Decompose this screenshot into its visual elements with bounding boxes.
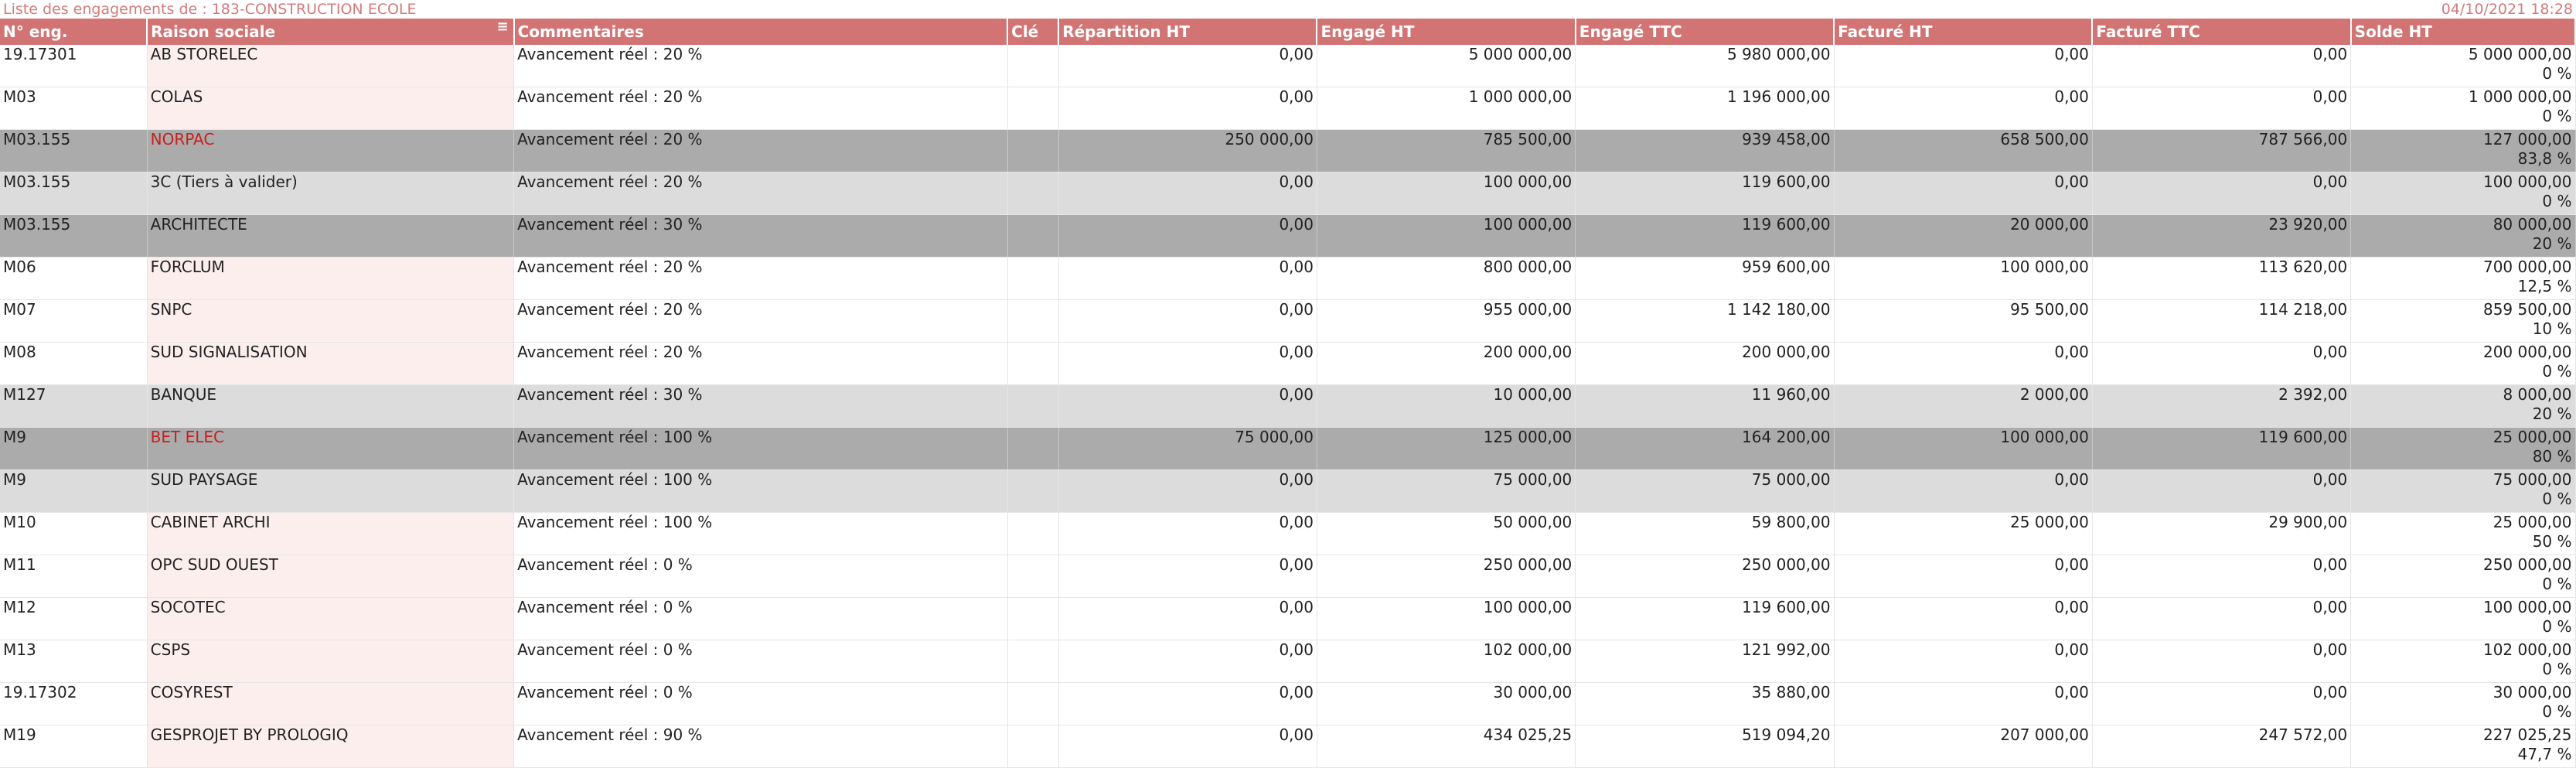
cell-key — [1007, 45, 1058, 87]
cell-fact-ht: 25 000,00 — [1834, 513, 2092, 555]
cell-eng-ht: 1 000 000,00 — [1317, 87, 1575, 130]
solde-value: 30 000,00 — [2493, 683, 2572, 701]
cell-solde — [2351, 215, 2575, 258]
solde-value: 227 025,25 — [2482, 725, 2572, 744]
cell-comment: Avancement réel : 20 % — [514, 130, 1008, 172]
cell-key — [1007, 130, 1058, 172]
col-header-num[interactable]: N° eng. — [0, 19, 147, 45]
solde-percent: 0 % — [2542, 362, 2572, 381]
table-row[interactable] — [0, 45, 2575, 87]
cell-comment: Avancement réel : 0 % — [514, 683, 1008, 725]
cell-key — [1007, 300, 1058, 343]
col-header-name-label: Raison sociale — [151, 22, 276, 41]
cell-eng-ttc: 119 600,00 — [1576, 215, 1834, 258]
cell-fact-ttc: 0,00 — [2092, 640, 2350, 683]
solde-percent: 50 % — [2532, 532, 2572, 551]
solde-value: 102 000,00 — [2482, 640, 2572, 659]
cell-eng-ht: 125 000,00 — [1317, 428, 1575, 470]
cell-eng-ht: 75 000,00 — [1317, 470, 1575, 513]
cell-fact-ht: 2 000,00 — [1834, 385, 2092, 428]
cell-repart: 0,00 — [1058, 258, 1317, 300]
col-header-fact-ht[interactable]: Facturé HT — [1834, 19, 2092, 45]
solde-percent: 0 % — [2542, 660, 2572, 678]
cell-comment: Avancement réel : 0 % — [514, 555, 1008, 598]
cell-num: 19.17302 — [0, 683, 147, 725]
solde-value: 700 000,00 — [2482, 258, 2572, 276]
cell-eng-ht: 10 000,00 — [1317, 385, 1575, 428]
cell-name: OPC SUD OUEST — [147, 555, 513, 598]
cell-eng-ht: 50 000,00 — [1317, 513, 1575, 555]
solde-value: 1 000 000,00 — [2468, 87, 2572, 106]
cell-comment: Avancement réel : 20 % — [514, 87, 1008, 130]
cell-num: M12 — [0, 598, 147, 640]
cell-solde — [2351, 470, 2575, 513]
cell-fact-ttc: 0,00 — [2092, 598, 2350, 640]
cell-solde — [2351, 258, 2575, 300]
cell-solde — [2351, 640, 2575, 683]
cell-repart: 75 000,00 — [1058, 428, 1317, 470]
cell-solde — [2351, 45, 2575, 87]
solde-value: 75 000,00 — [2493, 470, 2572, 489]
cell-fact-ht: 100 000,00 — [1834, 258, 2092, 300]
cell-comment: Avancement réel : 20 % — [514, 300, 1008, 343]
solde-percent: 83,8 % — [2517, 149, 2572, 168]
solde-percent: 80 % — [2532, 447, 2572, 466]
solde-value: 8 000,00 — [2503, 385, 2572, 404]
col-header-eng-ttc[interactable]: Engagé TTC — [1576, 19, 1834, 45]
cell-name: SNPC — [147, 300, 513, 343]
cell-key — [1007, 598, 1058, 640]
cell-key — [1007, 683, 1058, 725]
cell-eng-ttc: 5 980 000,00 — [1576, 45, 1834, 87]
cell-name: COLAS — [147, 87, 513, 130]
solde-percent: 0 % — [2542, 702, 2572, 721]
cell-num: M08 — [0, 343, 147, 385]
cell-solde — [2351, 130, 2575, 172]
cell-comment: Avancement réel : 100 % — [514, 470, 1008, 513]
table-row[interactable] — [0, 470, 2575, 513]
cell-num: M19 — [0, 725, 147, 768]
cell-num: M03.155 — [0, 130, 147, 172]
cell-fact-ttc: 0,00 — [2092, 683, 2350, 725]
cell-fact-ht: 100 000,00 — [1834, 428, 2092, 470]
solde-value: 25 000,00 — [2493, 428, 2572, 446]
cell-solde — [2351, 300, 2575, 343]
cell-key — [1007, 428, 1058, 470]
solde-percent: 0 % — [2542, 107, 2572, 125]
cell-comment: Avancement réel : 90 % — [514, 725, 1008, 768]
solde-value: 127 000,00 — [2482, 130, 2572, 148]
cell-comment: Avancement réel : 0 % — [514, 640, 1008, 683]
cell-key — [1007, 385, 1058, 428]
cell-key — [1007, 172, 1058, 215]
table-row[interactable] — [0, 513, 2575, 555]
cell-fact-ttc: 0,00 — [2092, 343, 2350, 385]
cell-eng-ht: 100 000,00 — [1317, 598, 1575, 640]
solde-percent: 10 % — [2532, 319, 2572, 338]
cell-solde — [2351, 598, 2575, 640]
cell-eng-ht: 785 500,00 — [1317, 130, 1575, 172]
cell-eng-ttc: 200 000,00 — [1576, 343, 1834, 385]
cell-eng-ht: 200 000,00 — [1317, 343, 1575, 385]
cell-key — [1007, 87, 1058, 130]
header-bar — [0, 0, 2576, 19]
solde-value: 5 000 000,00 — [2468, 45, 2572, 63]
cell-comment: Avancement réel : 0 % — [514, 598, 1008, 640]
cell-fact-ht: 0,00 — [1834, 470, 2092, 513]
cell-eng-ht: 800 000,00 — [1317, 258, 1575, 300]
cell-fact-ht: 0,00 — [1834, 598, 2092, 640]
cell-repart: 0,00 — [1058, 555, 1317, 598]
cell-repart: 0,00 — [1058, 470, 1317, 513]
table-row[interactable] — [0, 555, 2575, 598]
cell-name: BANQUE — [147, 385, 513, 428]
cell-name: ARCHITECTE — [147, 215, 513, 258]
cell-num: M03.155 — [0, 215, 147, 258]
cell-name: 3C (Tiers à valider) — [147, 172, 513, 215]
cell-repart: 0,00 — [1058, 172, 1317, 215]
cell-solde — [2351, 555, 2575, 598]
cell-fact-ttc: 0,00 — [2092, 45, 2350, 87]
cell-num: M03.155 — [0, 172, 147, 215]
solde-percent: 12,5 % — [2517, 277, 2572, 295]
cell-solde — [2351, 343, 2575, 385]
cell-name-text: BET ELEC — [150, 428, 224, 446]
cell-fact-ht: 658 500,00 — [1834, 130, 2092, 172]
solde-value: 200 000,00 — [2482, 343, 2572, 361]
table-row[interactable] — [0, 258, 2575, 300]
table-row[interactable] — [0, 343, 2575, 385]
cell-eng-ttc: 939 458,00 — [1576, 130, 1834, 172]
cell-eng-ttc: 1 196 000,00 — [1576, 87, 1834, 130]
cell-fact-ht: 0,00 — [1834, 87, 2092, 130]
cell-key — [1007, 215, 1058, 258]
table-row[interactable] — [0, 598, 2575, 640]
col-header-eng-ht[interactable]: Engagé HT — [1317, 19, 1575, 45]
cell-solde — [2351, 683, 2575, 725]
cell-name — [147, 130, 513, 172]
cell-fact-ttc: 0,00 — [2092, 555, 2350, 598]
cell-fact-ht: 0,00 — [1834, 172, 2092, 215]
cell-repart: 0,00 — [1058, 513, 1317, 555]
cell-key — [1007, 513, 1058, 555]
cell-name: SUD SIGNALISATION — [147, 343, 513, 385]
cell-fact-ht: 0,00 — [1834, 683, 2092, 725]
col-header-name[interactable] — [147, 19, 513, 45]
col-header-solde[interactable]: Solde HT — [2351, 19, 2575, 45]
cell-eng-ttc: 164 200,00 — [1576, 428, 1834, 470]
cell-name: GESPROJET BY PROLOGIQ — [147, 725, 513, 768]
cell-key — [1007, 555, 1058, 598]
table-header-row — [0, 19, 2575, 45]
cell-num: M03 — [0, 87, 147, 130]
col-header-key[interactable]: Clé — [1007, 19, 1058, 45]
cell-fact-ttc: 119 600,00 — [2092, 428, 2350, 470]
col-header-fact-ttc[interactable]: Facturé TTC — [2092, 19, 2350, 45]
cell-eng-ttc: 1 142 180,00 — [1576, 300, 1834, 343]
cell-eng-ttc: 119 600,00 — [1576, 172, 1834, 215]
solde-value: 25 000,00 — [2493, 513, 2572, 531]
cell-eng-ttc: 119 600,00 — [1576, 598, 1834, 640]
cell-fact-ttc: 0,00 — [2092, 172, 2350, 215]
cell-fact-ht: 207 000,00 — [1834, 725, 2092, 768]
solde-value: 100 000,00 — [2482, 598, 2572, 616]
table-row[interactable] — [0, 725, 2575, 768]
cell-num: 19.17301 — [0, 45, 147, 87]
cell-solde — [2351, 87, 2575, 130]
cell-comment: Avancement réel : 30 % — [514, 385, 1008, 428]
solde-value: 100 000,00 — [2482, 172, 2572, 191]
cell-eng-ht: 30 000,00 — [1317, 683, 1575, 725]
cell-key — [1007, 470, 1058, 513]
column-menu-icon[interactable]: ≡ — [496, 19, 509, 35]
table-row[interactable] — [0, 428, 2575, 470]
col-header-repart[interactable]: Répartition HT — [1058, 19, 1317, 45]
cell-fact-ttc: 787 566,00 — [2092, 130, 2350, 172]
solde-value: 250 000,00 — [2482, 555, 2572, 574]
cell-fact-ttc: 247 572,00 — [2092, 725, 2350, 768]
cell-repart: 0,00 — [1058, 87, 1317, 130]
col-header-comment[interactable]: Commentaires — [514, 19, 1008, 45]
cell-eng-ttc: 250 000,00 — [1576, 555, 1834, 598]
table-row[interactable] — [0, 300, 2575, 343]
cell-fact-ht: 20 000,00 — [1834, 215, 2092, 258]
cell-fact-ttc: 113 620,00 — [2092, 258, 2350, 300]
cell-eng-ht: 955 000,00 — [1317, 300, 1575, 343]
cell-repart: 0,00 — [1058, 343, 1317, 385]
cell-num: M9 — [0, 470, 147, 513]
cell-fact-ht: 0,00 — [1834, 45, 2092, 87]
cell-fact-ttc: 2 392,00 — [2092, 385, 2350, 428]
cell-comment: Avancement réel : 30 % — [514, 215, 1008, 258]
cell-fact-ttc: 23 920,00 — [2092, 215, 2350, 258]
cell-eng-ttc: 35 880,00 — [1576, 683, 1834, 725]
cell-repart: 0,00 — [1058, 45, 1317, 87]
table-row[interactable] — [0, 385, 2575, 428]
cell-repart: 0,00 — [1058, 683, 1317, 725]
solde-percent: 20 % — [2532, 234, 2572, 253]
cell-eng-ht: 434 025,25 — [1317, 725, 1575, 768]
table-row[interactable] — [0, 683, 2575, 725]
table-row[interactable] — [0, 172, 2575, 215]
cell-key — [1007, 343, 1058, 385]
cell-eng-ttc: 121 992,00 — [1576, 640, 1834, 683]
cell-comment: Avancement réel : 100 % — [514, 513, 1008, 555]
cell-key — [1007, 725, 1058, 768]
cell-repart: 0,00 — [1058, 598, 1317, 640]
cell-name: CSPS — [147, 640, 513, 683]
table-row[interactable] — [0, 87, 2575, 130]
solde-percent: 0 % — [2542, 192, 2572, 210]
solde-value: 80 000,00 — [2493, 215, 2572, 234]
cell-fact-ht: 0,00 — [1834, 640, 2092, 683]
page-title: Liste des engagements de : 183-CONSTRUCTION ECOLE — [3, 1, 417, 18]
solde-percent: 0 % — [2542, 64, 2572, 83]
cell-name-text: NORPAC — [150, 130, 215, 148]
cell-comment: Avancement réel : 20 % — [514, 258, 1008, 300]
cell-eng-ht: 5 000 000,00 — [1317, 45, 1575, 87]
cell-num: M13 — [0, 640, 147, 683]
cell-repart: 0,00 — [1058, 725, 1317, 768]
cell-comment: Avancement réel : 20 % — [514, 343, 1008, 385]
cell-name — [147, 428, 513, 470]
cell-num: M10 — [0, 513, 147, 555]
cell-num: M9 — [0, 428, 147, 470]
cell-repart: 0,00 — [1058, 640, 1317, 683]
cell-solde — [2351, 428, 2575, 470]
table-row[interactable] — [0, 215, 2575, 258]
cell-fact-ttc: 0,00 — [2092, 87, 2350, 130]
solde-percent: 20 % — [2532, 404, 2572, 423]
cell-repart: 0,00 — [1058, 385, 1317, 428]
engagements-table — [0, 19, 2576, 768]
cell-name: AB STORELEC — [147, 45, 513, 87]
table-row[interactable] — [0, 130, 2575, 172]
cell-name: CABINET ARCHI — [147, 513, 513, 555]
cell-eng-ht: 100 000,00 — [1317, 215, 1575, 258]
solde-percent: 47,7 % — [2517, 745, 2572, 763]
cell-num: M127 — [0, 385, 147, 428]
cell-solde — [2351, 513, 2575, 555]
cell-fact-ttc: 114 218,00 — [2092, 300, 2350, 343]
solde-percent: 0 % — [2542, 490, 2572, 508]
solde-value: 859 500,00 — [2482, 300, 2572, 319]
cell-repart: 250 000,00 — [1058, 130, 1317, 172]
table-row[interactable] — [0, 640, 2575, 683]
cell-fact-ht: 0,00 — [1834, 343, 2092, 385]
cell-comment: Avancement réel : 20 % — [514, 45, 1008, 87]
cell-name: FORCLUM — [147, 258, 513, 300]
cell-num: M11 — [0, 555, 147, 598]
cell-num: M06 — [0, 258, 147, 300]
cell-eng-ttc: 519 094,20 — [1576, 725, 1834, 768]
cell-repart: 0,00 — [1058, 215, 1317, 258]
cell-solde — [2351, 385, 2575, 428]
cell-name: SUD PAYSAGE — [147, 470, 513, 513]
cell-name: SOCOTEC — [147, 598, 513, 640]
cell-solde — [2351, 725, 2575, 768]
cell-eng-ttc: 959 600,00 — [1576, 258, 1834, 300]
cell-fact-ttc: 29 900,00 — [2092, 513, 2350, 555]
cell-key — [1007, 640, 1058, 683]
cell-fact-ttc: 0,00 — [2092, 470, 2350, 513]
cell-eng-ttc: 11 960,00 — [1576, 385, 1834, 428]
solde-percent: 0 % — [2542, 617, 2572, 636]
cell-eng-ttc: 59 800,00 — [1576, 513, 1834, 555]
cell-repart: 0,00 — [1058, 300, 1317, 343]
cell-fact-ht: 95 500,00 — [1834, 300, 2092, 343]
cell-eng-ttc: 75 000,00 — [1576, 470, 1834, 513]
cell-name: COSYREST — [147, 683, 513, 725]
cell-key — [1007, 258, 1058, 300]
cell-comment: Avancement réel : 20 % — [514, 172, 1008, 215]
cell-num: M07 — [0, 300, 147, 343]
timestamp: 04/10/2021 18:28 — [2441, 1, 2573, 18]
cell-eng-ht: 102 000,00 — [1317, 640, 1575, 683]
cell-eng-ht: 100 000,00 — [1317, 172, 1575, 215]
cell-comment: Avancement réel : 100 % — [514, 428, 1008, 470]
cell-solde — [2351, 172, 2575, 215]
solde-percent: 0 % — [2542, 575, 2572, 593]
cell-fact-ht: 0,00 — [1834, 555, 2092, 598]
cell-eng-ht: 250 000,00 — [1317, 555, 1575, 598]
